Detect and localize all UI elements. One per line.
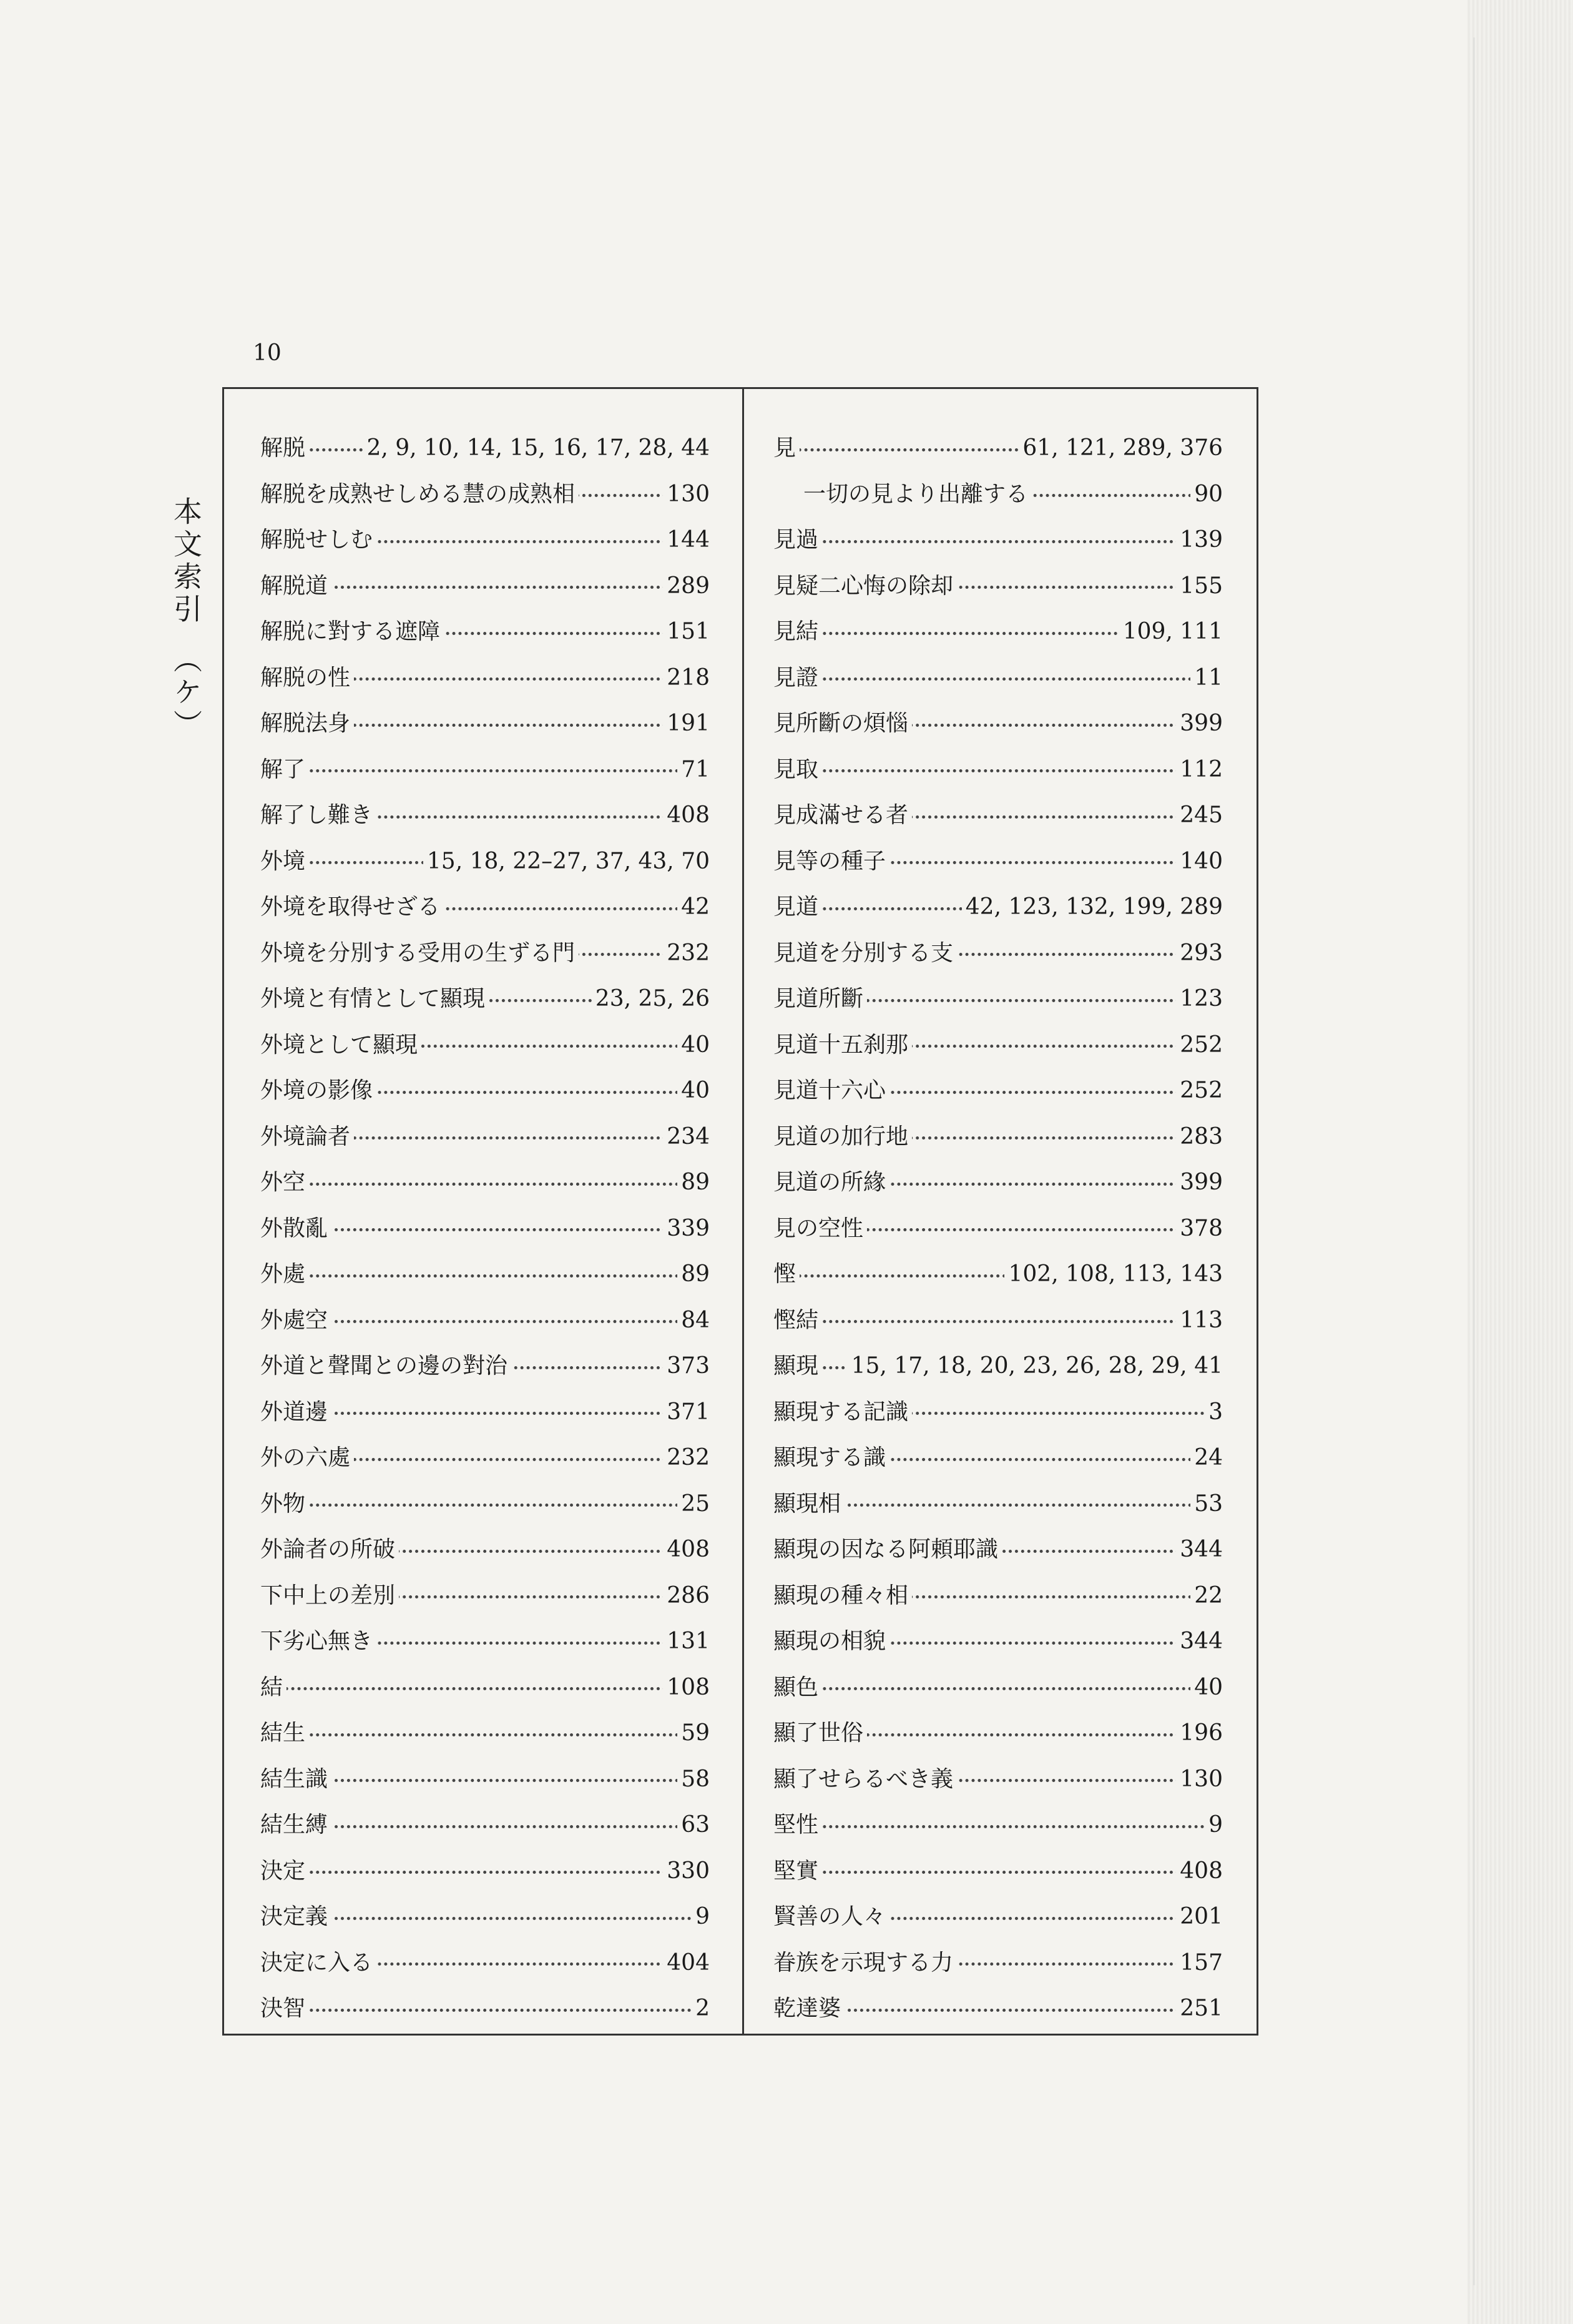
index-entry (260, 1527, 710, 1573)
leader-dots (260, 1733, 710, 1736)
index-term: 外境として顯現 (260, 1032, 421, 1058)
index-pages: 58 (677, 1756, 710, 1803)
index-entry (260, 747, 710, 793)
index-entry (773, 471, 1223, 518)
index-pages: 53 (1190, 1481, 1223, 1527)
index-entry (260, 1435, 710, 1481)
index-entry (773, 701, 1223, 747)
index-entry (773, 1389, 1223, 1435)
index-entry (773, 1251, 1223, 1297)
index-pages: 2, 9, 10, 14, 15, 16, 17, 28, 44 (363, 425, 710, 471)
index-entry (260, 1160, 710, 1206)
index-pages: 112 (1176, 747, 1223, 793)
index-pages: 408 (1176, 1848, 1223, 1894)
index-entry (773, 1022, 1223, 1068)
index-term: 外境論者 (260, 1124, 354, 1150)
index-term: 見過 (773, 527, 822, 553)
index-entry (260, 609, 710, 655)
index-pages: 245 (1176, 792, 1223, 839)
index-pages: 24 (1190, 1435, 1223, 1481)
index-entry (773, 1481, 1223, 1527)
index-pages: 2 (692, 1986, 710, 2032)
index-term: 見所斷の煩惱 (773, 711, 912, 736)
index-pages: 283 (1176, 1114, 1223, 1160)
index-pages: 90 (1190, 471, 1223, 518)
index-entry (773, 1710, 1223, 1756)
index-entry (260, 1481, 710, 1527)
index-entry (260, 1986, 710, 2032)
index-pages: 373 (663, 1343, 710, 1389)
leader-dots (260, 1183, 710, 1186)
index-term: 見結 (773, 619, 822, 644)
index-entry (260, 792, 710, 839)
index-pages: 63 (677, 1802, 710, 1848)
index-box (222, 387, 1258, 2036)
index-pages: 3 (1205, 1389, 1223, 1435)
index-entry (260, 1618, 710, 1665)
index-entry (260, 701, 710, 747)
index-entry (773, 1160, 1223, 1206)
leader-dots (260, 1687, 710, 1690)
index-term: 下劣心無き (260, 1628, 376, 1654)
index-term: 決定 (260, 1858, 309, 1884)
index-pages: 286 (663, 1573, 710, 1619)
index-entry (773, 930, 1223, 977)
index-entry (260, 1848, 710, 1894)
index-term: 外處 (260, 1261, 309, 1287)
index-pages: 201 (1176, 1894, 1223, 1940)
index-term: 解了し難き (260, 802, 376, 828)
index-pages: 9 (1205, 1802, 1223, 1848)
index-entry (260, 1802, 710, 1848)
index-term: 解脱の性 (260, 665, 354, 691)
column-divider (742, 389, 744, 2034)
index-pages: 42, 123, 132, 199, 289 (962, 884, 1223, 930)
index-pages: 371 (663, 1389, 710, 1435)
index-entry (260, 1573, 710, 1619)
index-term: 慳 (773, 1261, 800, 1287)
index-term: 見の空性 (773, 1216, 867, 1241)
index-term: 外論者の所破 (260, 1537, 399, 1562)
index-entry (773, 1802, 1223, 1848)
index-entry (773, 839, 1223, 885)
index-term: 見成滿せる者 (773, 802, 912, 828)
index-pages: 404 (663, 1940, 710, 1986)
index-term: 決定義 (260, 1904, 331, 1929)
index-term: 賢善の人々 (773, 1904, 889, 1929)
leader-dots (260, 1274, 710, 1278)
index-term: 見道の加行地 (773, 1124, 912, 1150)
index-entry (260, 976, 710, 1022)
index-pages: 15, 17, 18, 20, 23, 26, 28, 29, 41 (848, 1343, 1223, 1389)
index-term: 下中上の差別 (260, 1583, 399, 1608)
leader-dots (260, 1504, 710, 1507)
index-pages: 108 (663, 1665, 710, 1711)
index-term: 顯現する識 (773, 1445, 889, 1470)
index-term: 見道十六心 (773, 1078, 889, 1103)
index-term: 決智 (260, 1996, 309, 2021)
index-entry (260, 425, 710, 471)
index-entry (773, 1618, 1223, 1665)
index-term: 顯了せらるべき義 (773, 1766, 957, 1792)
index-entry (260, 1756, 710, 1803)
index-pages: 84 (677, 1297, 710, 1344)
index-entry (773, 1665, 1223, 1711)
index-entry (260, 1343, 710, 1389)
index-column-right (773, 425, 1223, 2032)
index-pages: 196 (1176, 1710, 1223, 1756)
index-entry (773, 976, 1223, 1022)
leader-dots (260, 2009, 710, 2012)
index-pages: 218 (663, 655, 710, 701)
index-pages: 344 (1176, 1527, 1223, 1573)
index-entry (773, 1114, 1223, 1160)
index-pages: 399 (1176, 1160, 1223, 1206)
index-pages: 232 (663, 1435, 710, 1481)
index-entry (260, 471, 710, 518)
index-term: 結 (260, 1675, 287, 1700)
index-pages: 293 (1176, 930, 1223, 977)
index-entry (260, 930, 710, 977)
index-pages: 191 (663, 701, 710, 747)
index-pages: 378 (1176, 1206, 1223, 1252)
leader-dots (773, 1871, 1223, 1874)
page-number: 10 (253, 340, 282, 366)
index-entry (773, 1527, 1223, 1573)
index-pages: 109, 111 (1119, 609, 1223, 655)
index-entry (260, 839, 710, 885)
scan-edge (1467, 0, 1573, 2324)
index-term: 見道を分別する支 (773, 940, 957, 966)
index-pages: 61, 121, 289, 376 (1019, 425, 1223, 471)
index-entry (260, 1068, 710, 1114)
index-term: 顯現 (773, 1353, 822, 1379)
index-entry (260, 655, 710, 701)
index-term: 結生 (260, 1720, 309, 1746)
index-term: 外道邊 (260, 1399, 331, 1425)
index-entry (773, 1297, 1223, 1344)
index-entry (773, 1435, 1223, 1481)
index-pages: 408 (663, 1527, 710, 1573)
leader-dots (260, 1871, 710, 1874)
index-entry (773, 792, 1223, 839)
index-term: 解了 (260, 757, 309, 782)
index-entry (773, 1940, 1223, 1986)
index-pages: 251 (1176, 1986, 1223, 2032)
index-pages: 42 (677, 884, 710, 930)
index-entry (773, 747, 1223, 793)
index-pages: 130 (1176, 1756, 1223, 1803)
index-term: 外散亂 (260, 1216, 331, 1241)
index-pages: 140 (1176, 839, 1223, 885)
index-pages: 151 (663, 609, 710, 655)
index-pages: 252 (1176, 1068, 1223, 1114)
index-pages: 11 (1190, 655, 1223, 701)
index-entry (773, 517, 1223, 563)
index-term: 決定に入る (260, 1950, 376, 1976)
index-term: 外境を分別する受用の生ずる門 (260, 940, 579, 966)
index-term: 顯色 (773, 1675, 822, 1700)
index-entry (260, 1710, 710, 1756)
index-term: 見道 (773, 894, 822, 920)
index-pages: 131 (663, 1618, 710, 1665)
leader-dots (773, 1825, 1223, 1828)
index-entry (260, 563, 710, 609)
index-term: 解脱法身 (260, 711, 354, 736)
index-pages: 344 (1176, 1618, 1223, 1665)
index-term: 見取 (773, 757, 822, 782)
index-term: 堅性 (773, 1812, 822, 1838)
index-term: 慳結 (773, 1307, 822, 1333)
index-pages: 40 (1190, 1665, 1223, 1711)
index-entry (773, 1206, 1223, 1252)
index-term: 外境 (260, 849, 309, 874)
index-entry (773, 1986, 1223, 2032)
leader-dots (773, 677, 1223, 681)
index-pages: 399 (1176, 701, 1223, 747)
index-entry (260, 1665, 710, 1711)
index-term: 外處空 (260, 1307, 331, 1333)
index-term: 見道所斷 (773, 986, 867, 1012)
index-term: 乾達婆 (773, 1996, 845, 2021)
index-term: 外の六處 (260, 1445, 354, 1470)
index-term: 外境を取得せざる (260, 894, 444, 920)
index-pages: 89 (677, 1251, 710, 1297)
index-term: 顯了世俗 (773, 1720, 867, 1746)
index-entry (773, 609, 1223, 655)
leader-dots (773, 1320, 1223, 1323)
index-term: 外道と聲聞との邊の對治 (260, 1353, 511, 1379)
index-pages: 40 (677, 1022, 710, 1068)
index-term: 結生識 (260, 1766, 331, 1792)
index-term: 外空 (260, 1169, 309, 1195)
index-term: 顯現する記識 (773, 1399, 912, 1425)
index-term: 顯現の因なる阿頼耶識 (773, 1537, 1002, 1562)
index-term: 解脱に對する遮障 (260, 619, 444, 644)
index-entry (260, 1206, 710, 1252)
index-term: 眷族を示現する力 (773, 1950, 957, 1976)
index-term: 見疑二心悔の除却 (773, 573, 957, 599)
index-term: 見證 (773, 665, 822, 691)
index-entry (773, 884, 1223, 930)
index-entry (773, 425, 1223, 471)
index-term: 解脱せしむ (260, 527, 376, 553)
index-term: 外境の影像 (260, 1078, 376, 1103)
index-entry (773, 1848, 1223, 1894)
index-column-left (260, 425, 710, 2032)
index-pages: 15, 18, 22–27, 37, 43, 70 (423, 839, 710, 885)
side-label: 本文索引 （ケ） (169, 496, 203, 742)
index-pages: 234 (663, 1114, 710, 1160)
index-term: 一切の見より出離する (773, 481, 1032, 507)
index-entry (260, 1251, 710, 1297)
leader-dots (260, 769, 710, 772)
index-pages: 144 (663, 517, 710, 563)
index-term: 見道の所緣 (773, 1169, 889, 1195)
index-term: 見 (773, 435, 800, 461)
index-pages: 23, 25, 26 (592, 976, 710, 1022)
index-entry (260, 884, 710, 930)
index-pages: 408 (663, 792, 710, 839)
index-entry (773, 1573, 1223, 1619)
index-pages: 339 (663, 1206, 710, 1252)
index-pages: 289 (663, 563, 710, 609)
index-pages: 155 (1176, 563, 1223, 609)
index-term: 外境と有情として顯現 (260, 986, 489, 1012)
index-pages: 22 (1190, 1573, 1223, 1619)
index-pages: 330 (663, 1848, 710, 1894)
index-pages: 71 (677, 747, 710, 793)
index-entry (260, 1114, 710, 1160)
index-entry (773, 1343, 1223, 1389)
index-pages: 123 (1176, 976, 1223, 1022)
index-pages: 113 (1176, 1297, 1223, 1344)
index-pages: 89 (677, 1160, 710, 1206)
index-pages: 130 (663, 471, 710, 518)
index-pages: 9 (692, 1894, 710, 1940)
index-term: 顯現の相貌 (773, 1628, 889, 1654)
index-entry (260, 1940, 710, 1986)
leader-dots (773, 769, 1223, 772)
index-pages: 40 (677, 1068, 710, 1114)
index-entry (260, 1022, 710, 1068)
index-pages: 59 (677, 1710, 710, 1756)
index-pages: 139 (1176, 517, 1223, 563)
index-entry (773, 563, 1223, 609)
index-pages: 252 (1176, 1022, 1223, 1068)
index-term: 顯現相 (773, 1491, 845, 1517)
index-pages: 102, 108, 113, 143 (1004, 1251, 1223, 1297)
index-term: 解脱道 (260, 573, 331, 599)
index-entry (260, 517, 710, 563)
index-entry (773, 1068, 1223, 1114)
index-pages: 232 (663, 930, 710, 977)
index-term: 見等の種子 (773, 849, 889, 874)
index-term: 見道十五刹那 (773, 1032, 912, 1058)
index-entry (260, 1389, 710, 1435)
index-term: 外物 (260, 1491, 309, 1517)
index-entry (260, 1894, 710, 1940)
index-pages: 157 (1176, 1940, 1223, 1986)
index-entry (260, 1297, 710, 1344)
index-entry (773, 655, 1223, 701)
leader-dots (773, 1687, 1223, 1690)
index-entry (773, 1894, 1223, 1940)
index-entry (773, 1756, 1223, 1803)
index-pages: 25 (677, 1481, 710, 1527)
index-term: 堅實 (773, 1858, 822, 1884)
index-term: 結生縛 (260, 1812, 331, 1838)
index-term: 顯現の種々相 (773, 1583, 912, 1608)
index-term: 解脱 (260, 435, 309, 461)
index-term: 解脱を成熟せしめる慧の成熟相 (260, 481, 579, 507)
leader-dots (773, 540, 1223, 543)
